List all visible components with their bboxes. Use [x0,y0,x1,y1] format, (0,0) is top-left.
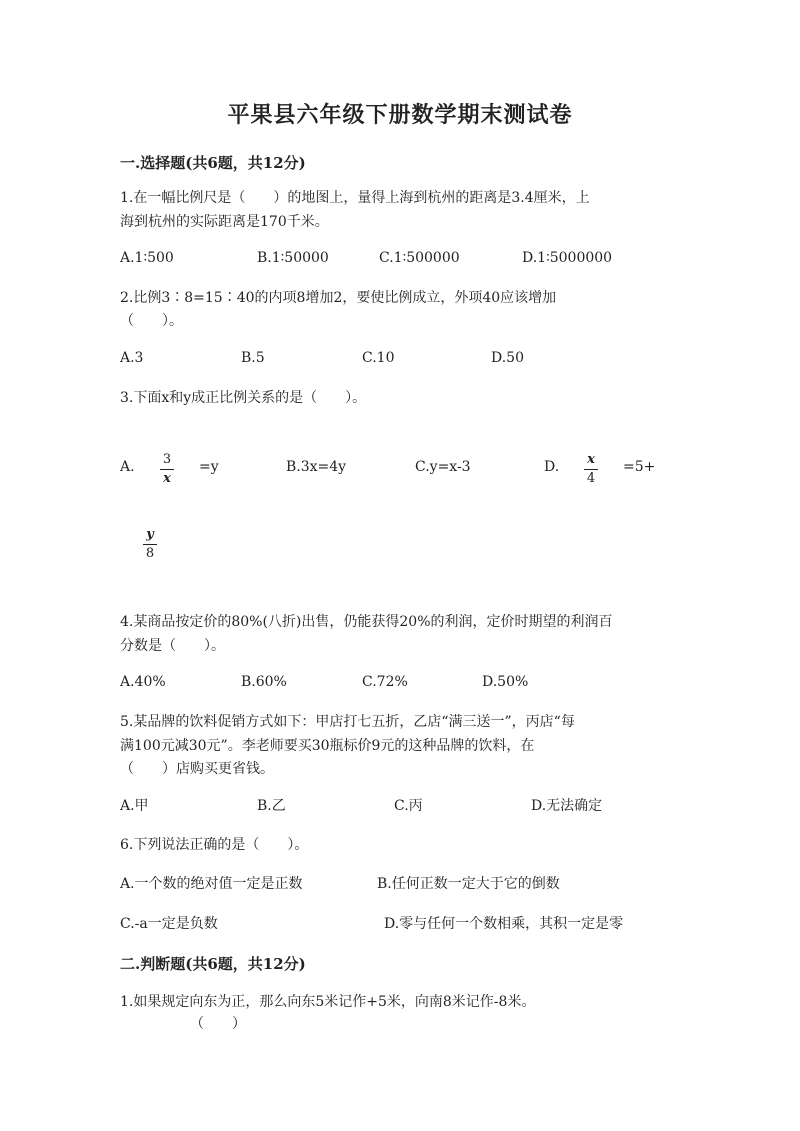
question-4-line-1: 4.某商品按定价的80%(八折)出售，仍能获得20%的利润，定价时期望的利润百 [120,614,613,630]
option-a-denominator: x [163,471,171,486]
question-2-option-d[interactable]: D.50 [491,350,524,366]
option-d-fraction-2-numerator: y [146,527,154,542]
page-title: 平果县六年级下册数学期末测试卷 [227,102,573,128]
option-d-numerator: x [587,452,595,467]
option-a-numerator: 3 [162,452,172,467]
question-4-line-2: 分数是（ ）。 [120,638,225,654]
judgement-1-answer-blank[interactable]: （ ） [190,1016,246,1032]
question-4-option-b[interactable]: B.60% [241,674,287,690]
fraction-bar [160,469,174,470]
question-5-line-3: （ ）店购买更省钱。 [120,761,274,777]
option-d-denominator: 4 [586,471,596,486]
fraction-bar [143,544,157,545]
question-1-line-1: 1.在一幅比例尺是（ ）的地图上，量得上海到杭州的距离是3.4厘米，上 [120,190,590,206]
question-6-option-c[interactable]: C.-a一定是负数 [120,916,218,932]
option-a-tail: =y [199,459,219,475]
option-d-fraction [584,453,598,486]
question-2-line-1: 2.比例3∶8=15∶40的内项8增加2，要使比例成立，外项40应该增加 [120,290,557,306]
section-heading-choice: 一.选择题(共6题，共12分) [120,154,306,172]
question-1-line-2: 海到杭州的实际距离是170千米。 [120,214,329,230]
question-2-option-a[interactable]: A.3 [120,350,144,366]
question-3-option-d[interactable] [544,459,559,475]
question-3-option-a[interactable] [120,459,135,475]
question-6-option-b[interactable]: B.任何正数一定大于它的倒数 [377,876,560,892]
question-3-option-c[interactable]: C.y=x-3 [415,459,471,475]
question-5-line-1: 5.某品牌的饮料促销方式如下：甲店打七五折，乙店“满三送一”，丙店“每 [120,714,575,730]
option-a-fraction [160,453,174,486]
option-d-fraction-2 [143,528,157,561]
option-d-label: D. [544,459,560,475]
question-4-option-d[interactable]: D.50% [482,674,529,690]
question-3-option-b[interactable]: B.3x=4y [286,459,347,475]
fraction-bar [584,469,598,470]
option-d-fraction-2-denominator: 8 [145,546,155,561]
section-heading-judgement: 二.判断题(共6题，共12分) [120,955,306,973]
question-2-option-c[interactable]: C.10 [362,350,395,366]
option-a-label: A. [120,459,135,475]
question-2-line-2: （ ）。 [120,313,183,329]
question-5-option-d[interactable]: D.无法确定 [531,798,603,814]
question-3-line-1: 3.下面x和y成正比例关系的是（ ）。 [120,390,367,406]
question-4-option-a[interactable]: A.40% [120,674,166,690]
question-6-option-a[interactable]: A.一个数的绝对值一定是正数 [120,876,303,892]
question-5-line-2: 满100元减30元”。李老师要买30瓶标价9元的这种品牌的饮料，在 [120,738,535,754]
question-6-line-1: 6.下列说法正确的是（ ）。 [120,837,309,853]
question-1-option-b[interactable]: B.1∶50000 [257,250,329,266]
option-d-tail: =5+ [623,459,656,475]
judgement-1-line-1: 1.如果规定向东为正，那么向东5米记作+5米，向南8米记作-8米。 [120,994,536,1010]
question-4-option-c[interactable]: C.72% [362,674,408,690]
question-5-option-c[interactable]: C.丙 [394,798,423,814]
question-1-option-d[interactable]: D.1∶5000000 [522,250,613,266]
question-5-option-b[interactable]: B.乙 [257,798,286,814]
question-2-option-b[interactable]: B.5 [241,350,265,366]
question-1-option-c[interactable]: C.1∶500000 [379,250,460,266]
question-6-option-d[interactable]: D.零与任何一个数相乘，其积一定是零 [384,916,624,932]
question-1-option-a[interactable]: A.1∶500 [120,250,174,266]
question-5-option-a[interactable]: A.甲 [120,798,149,814]
